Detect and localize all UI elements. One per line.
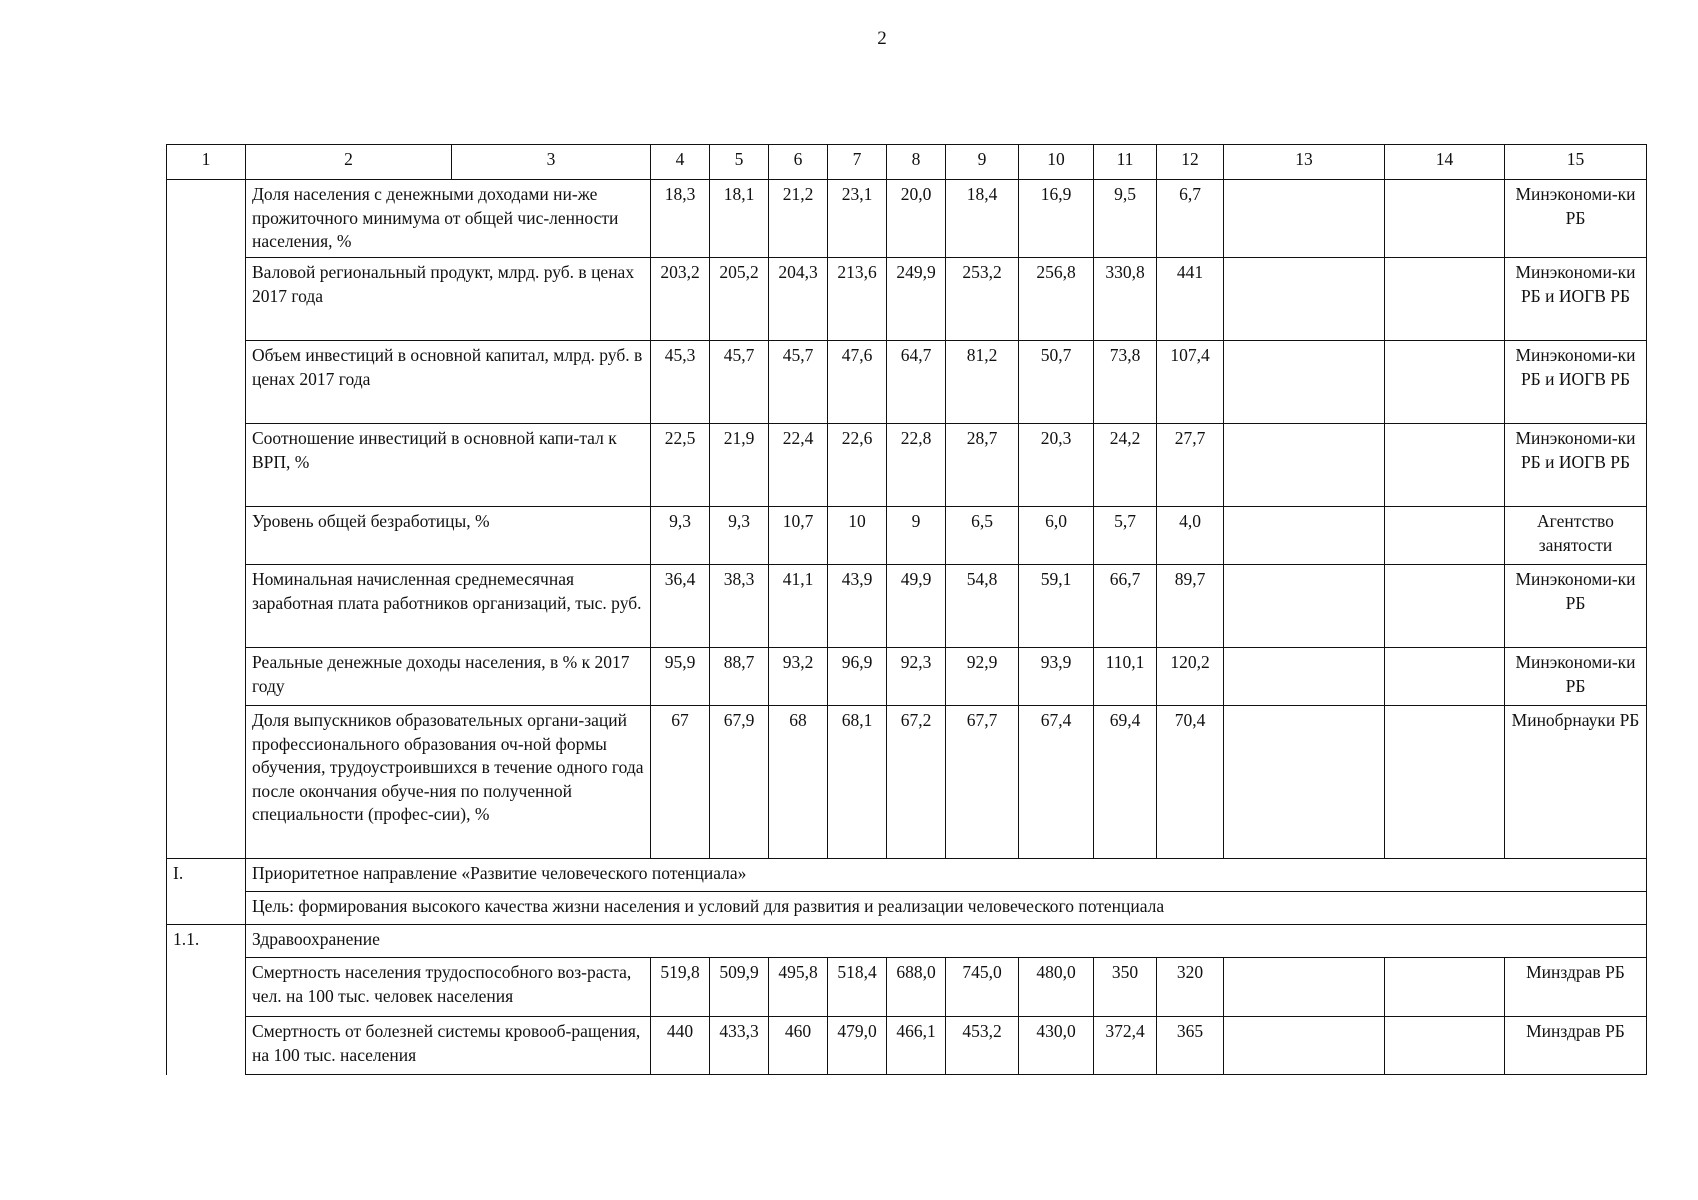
responsible-agency: Минздрав РБ: [1505, 1017, 1647, 1075]
row-number-cell: [167, 258, 246, 341]
indicator-value: 22,8: [887, 424, 946, 507]
indicator-value: 10: [828, 507, 887, 565]
indicator-value: 453,2: [946, 1017, 1019, 1075]
column-number: 1: [167, 145, 246, 180]
column-number: 3: [452, 145, 651, 180]
indicator-value: 49,9: [887, 565, 946, 648]
indicator-value: 67,4: [1019, 706, 1094, 859]
section-number: I.: [167, 859, 246, 892]
row-number-cell: [167, 507, 246, 565]
indicator-value: 81,2: [946, 341, 1019, 424]
indicator-value: 67,9: [710, 706, 769, 859]
indicator-value: 68,1: [828, 706, 887, 859]
indicator-value: 45,3: [651, 341, 710, 424]
indicator-value: 22,5: [651, 424, 710, 507]
responsible-agency: Агентство занятости: [1505, 507, 1647, 565]
column-13-cell: [1224, 341, 1385, 424]
indicator-value: 519,8: [651, 958, 710, 1017]
indicator-name: Реальные денежные доходы населения, в % к 2017 году: [246, 648, 651, 706]
table-row: [167, 424, 1647, 507]
column-13-cell: [1224, 180, 1385, 258]
indicator-value: 110,1: [1094, 648, 1157, 706]
indicator-value: 18,4: [946, 180, 1019, 258]
column-14-cell: [1385, 648, 1505, 706]
subsection-title: Здравоохранение: [246, 925, 1647, 958]
row-number-cell: [167, 565, 246, 648]
indicator-value: 23,1: [828, 180, 887, 258]
section-title: Приоритетное направление «Развитие человеческого потенциала»: [246, 859, 1647, 892]
indicator-value: 213,6: [828, 258, 887, 341]
column-13-cell: [1224, 648, 1385, 706]
indicator-name: Объем инвестиций в основной капитал, млрд. руб. в ценах 2017 года: [246, 341, 651, 424]
indicator-name: Смертность населения трудоспособного воз-раста, чел. на 100 тыс. человек населения: [246, 958, 651, 1017]
indicator-value: 745,0: [946, 958, 1019, 1017]
indicator-value: 66,7: [1094, 565, 1157, 648]
table-row: [167, 706, 1647, 859]
indicator-value: 67,2: [887, 706, 946, 859]
responsible-agency: Минэкономи-ки РБ: [1505, 648, 1647, 706]
responsible-agency: Минэкономи-ки РБ: [1505, 180, 1647, 258]
indicator-value: 6,7: [1157, 180, 1224, 258]
indicator-value: 27,7: [1157, 424, 1224, 507]
responsible-agency: Минэкономи-ки РБ и ИОГВ РБ: [1505, 258, 1647, 341]
column-number: 9: [946, 145, 1019, 180]
indicator-name: Доля населения с денежными доходами ни-же прожиточного минимума от общей чис-ленности населения, %: [246, 180, 651, 258]
indicator-value: 107,4: [1157, 341, 1224, 424]
indicator-value: 350: [1094, 958, 1157, 1017]
column-14-cell: [1385, 258, 1505, 341]
indicator-value: 256,8: [1019, 258, 1094, 341]
indicator-value: 67,7: [946, 706, 1019, 859]
table-row: [167, 565, 1647, 648]
indicator-value: 480,0: [1019, 958, 1094, 1017]
indicator-name: Смертность от болезней системы кровооб-ращения, на 100 тыс. населения: [246, 1017, 651, 1075]
column-number: 12: [1157, 145, 1224, 180]
column-14-cell: [1385, 565, 1505, 648]
table-row: [167, 258, 1647, 341]
table-row: [167, 180, 1647, 258]
indicator-value: 10,7: [769, 507, 828, 565]
row-number-cell: [167, 958, 246, 1017]
indicator-value: 24,2: [1094, 424, 1157, 507]
column-number: 5: [710, 145, 769, 180]
indicator-value: 16,9: [1019, 180, 1094, 258]
indicator-value: 69,4: [1094, 706, 1157, 859]
column-13-cell: [1224, 958, 1385, 1017]
column-14-cell: [1385, 706, 1505, 859]
table-row: [167, 1017, 1647, 1075]
indicator-value: 21,9: [710, 424, 769, 507]
indicator-value: 253,2: [946, 258, 1019, 341]
indicator-value: 92,3: [887, 648, 946, 706]
indicator-value: 59,1: [1019, 565, 1094, 648]
column-number-row: [167, 145, 1647, 180]
row-number-cell: [167, 706, 246, 859]
indicator-value: 93,2: [769, 648, 828, 706]
row-number-cell: [167, 892, 246, 925]
column-number: 13: [1224, 145, 1385, 180]
responsible-agency: Минздрав РБ: [1505, 958, 1647, 1017]
indicator-value: 203,2: [651, 258, 710, 341]
page-number: 2: [877, 28, 887, 49]
column-13-cell: [1224, 1017, 1385, 1075]
responsible-agency: Минэкономи-ки РБ и ИОГВ РБ: [1505, 424, 1647, 507]
column-13-cell: [1224, 507, 1385, 565]
indicator-value: 120,2: [1157, 648, 1224, 706]
indicator-value: 320: [1157, 958, 1224, 1017]
column-number: 7: [828, 145, 887, 180]
indicator-value: 20,3: [1019, 424, 1094, 507]
column-14-cell: [1385, 1017, 1505, 1075]
indicator-value: 68: [769, 706, 828, 859]
indicator-value: 9: [887, 507, 946, 565]
section-goal: Цель: формирования высокого качества жизни населения и условий для развития и реализации человеческого потенциала: [246, 892, 1647, 925]
table-row: [167, 958, 1647, 1017]
indicator-value: 6,5: [946, 507, 1019, 565]
indicator-value: 9,3: [710, 507, 769, 565]
indicator-value: 5,7: [1094, 507, 1157, 565]
indicator-value: 22,4: [769, 424, 828, 507]
indicator-value: 96,9: [828, 648, 887, 706]
column-number: 2: [246, 145, 452, 180]
column-14-cell: [1385, 180, 1505, 258]
column-13-cell: [1224, 424, 1385, 507]
indicator-value: 18,3: [651, 180, 710, 258]
column-number: 6: [769, 145, 828, 180]
indicator-value: 372,4: [1094, 1017, 1157, 1075]
column-13-cell: [1224, 706, 1385, 859]
indicator-name: Доля выпускников образовательных органи-заций профессионального образования оч-ной формы обучения, трудоустроившихся в течение одного года после окончания обуче-ния по полученной специальности (профес-сии), %: [246, 706, 651, 859]
indicator-value: 18,1: [710, 180, 769, 258]
indicator-value: 9,3: [651, 507, 710, 565]
indicator-name: Соотношение инвестиций в основной капи-тал к ВРП, %: [246, 424, 651, 507]
column-14-cell: [1385, 341, 1505, 424]
indicator-value: 466,1: [887, 1017, 946, 1075]
indicator-value: 460: [769, 1017, 828, 1075]
indicator-value: 20,0: [887, 180, 946, 258]
indicator-name: Валовой региональный продукт, млрд. руб. в ценах 2017 года: [246, 258, 651, 341]
goal-row: [167, 892, 1647, 925]
indicator-value: 36,4: [651, 565, 710, 648]
row-number-cell: [167, 424, 246, 507]
row-number-cell: [167, 341, 246, 424]
indicator-name: Уровень общей безработицы, %: [246, 507, 651, 565]
indicator-value: 50,7: [1019, 341, 1094, 424]
column-number: 15: [1505, 145, 1647, 180]
column-number: 4: [651, 145, 710, 180]
column-number: 8: [887, 145, 946, 180]
responsible-agency: Минэкономи-ки РБ и ИОГВ РБ: [1505, 341, 1647, 424]
indicator-value: 21,2: [769, 180, 828, 258]
indicator-value: 6,0: [1019, 507, 1094, 565]
column-number: 10: [1019, 145, 1094, 180]
indicator-value: 67: [651, 706, 710, 859]
column-13-cell: [1224, 565, 1385, 648]
table-row: [167, 507, 1647, 565]
indicator-value: 88,7: [710, 648, 769, 706]
column-14-cell: [1385, 958, 1505, 1017]
row-number-cell: [167, 648, 246, 706]
indicator-value: 93,9: [1019, 648, 1094, 706]
indicators-table: [166, 144, 1647, 1075]
indicator-value: 365: [1157, 1017, 1224, 1075]
indicator-value: 45,7: [710, 341, 769, 424]
indicator-value: 4,0: [1157, 507, 1224, 565]
indicator-value: 440: [651, 1017, 710, 1075]
subsection-number: 1.1.: [167, 925, 246, 958]
responsible-agency: Минэкономи-ки РБ: [1505, 565, 1647, 648]
indicator-value: 433,3: [710, 1017, 769, 1075]
row-number-cell: [167, 1017, 246, 1075]
indicator-value: 688,0: [887, 958, 946, 1017]
indicator-value: 205,2: [710, 258, 769, 341]
column-14-cell: [1385, 507, 1505, 565]
indicator-value: 43,9: [828, 565, 887, 648]
indicator-value: 22,6: [828, 424, 887, 507]
indicator-value: 28,7: [946, 424, 1019, 507]
table-row: [167, 648, 1647, 706]
indicator-value: 95,9: [651, 648, 710, 706]
indicator-value: 518,4: [828, 958, 887, 1017]
indicator-value: 47,6: [828, 341, 887, 424]
indicator-value: 495,8: [769, 958, 828, 1017]
indicator-value: 249,9: [887, 258, 946, 341]
indicator-value: 73,8: [1094, 341, 1157, 424]
indicator-value: 38,3: [710, 565, 769, 648]
indicator-value: 45,7: [769, 341, 828, 424]
indicator-value: 41,1: [769, 565, 828, 648]
indicator-value: 204,3: [769, 258, 828, 341]
table-row: [167, 341, 1647, 424]
column-number: 11: [1094, 145, 1157, 180]
indicator-value: 509,9: [710, 958, 769, 1017]
indicator-value: 441: [1157, 258, 1224, 341]
column-14-cell: [1385, 424, 1505, 507]
indicator-value: 9,5: [1094, 180, 1157, 258]
section-row: [167, 859, 1647, 892]
indicator-value: 89,7: [1157, 565, 1224, 648]
indicator-name: Номинальная начисленная среднемесячная заработная плата работников организаций, тыс. руб.: [246, 565, 651, 648]
indicator-value: 70,4: [1157, 706, 1224, 859]
column-number: 14: [1385, 145, 1505, 180]
indicator-value: 54,8: [946, 565, 1019, 648]
indicator-value: 430,0: [1019, 1017, 1094, 1075]
row-number-cell: [167, 180, 246, 258]
indicator-value: 479,0: [828, 1017, 887, 1075]
indicator-value: 330,8: [1094, 258, 1157, 341]
indicator-value: 92,9: [946, 648, 1019, 706]
column-13-cell: [1224, 258, 1385, 341]
responsible-agency: Минобрнауки РБ: [1505, 706, 1647, 859]
indicator-value: 64,7: [887, 341, 946, 424]
subsection-row: [167, 925, 1647, 958]
